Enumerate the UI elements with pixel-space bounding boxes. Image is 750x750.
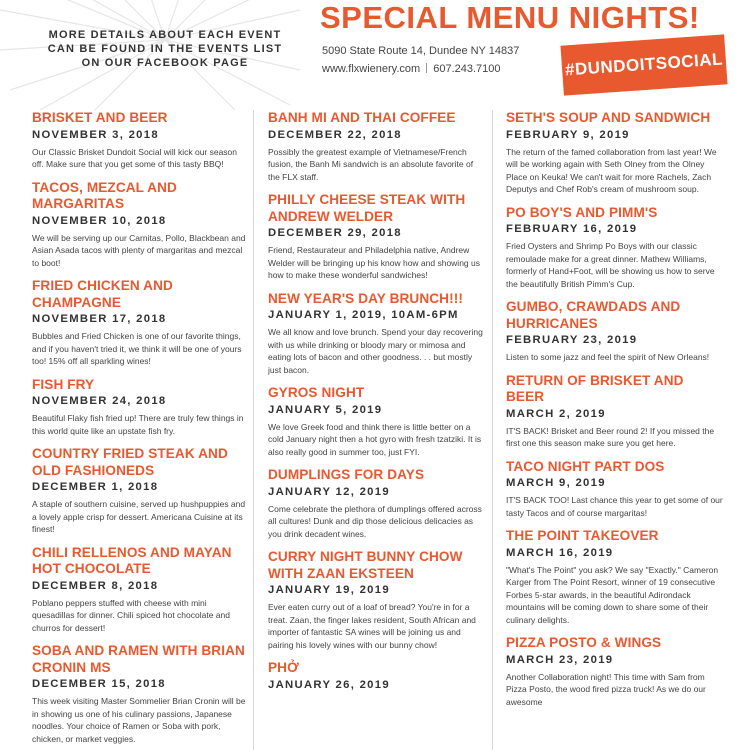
event-date: NOVEMBER 10, 2018 [32,214,167,227]
event-date: MARCH 23, 2019 [506,653,614,666]
event-date: NOVEMBER 17, 2018 [32,313,167,325]
events-column-3 [506,104,724,708]
event-title: SETH'S SOUP AND SANDWICH [506,110,711,125]
event-title: CHILI RELLENOS AND MAYAN HOT CHOCOLATE [32,544,232,576]
event-title: FISH FRY [32,376,95,392]
event-title: COUNTRY FRIED STEAK AND OLD FASHIONEDS [32,446,228,478]
facebook-note: MORE DETAILS ABOUT EACH EVENT CAN BE FOUND IN THE EVENTS LIST ON OUR FACEBOOK PAGE [47,29,283,69]
event-date: MARCH 2, 2019 [506,407,606,420]
event-title: CURRY NIGHT BUNNY CHOW WITH ZAAN EKSTEEN [268,549,463,581]
event-date: JANUARY 5, 2019 [268,403,383,416]
event-item [32,180,250,270]
website-link[interactable]: www.flxwienery.com [322,63,421,75]
header [0,0,750,100]
hashtag-badge: #DUNDOITSOCIAL [560,34,727,95]
divider [426,63,427,73]
events-column-2 [268,104,486,693]
event-description: Fried Oysters and Shrimp Po Boys with our classic remoulade make for a great dinner. Mathew Williams, formerly of Hand+Foot, will be showing us how to serve the beautifully British Pimm's Cup. [506,241,715,289]
event-description: Bubbles and Fried Chicken is one of our favorite things, and if you haven't tried it, we think it will be one of yours too! 15% off all sparkling wines! [32,331,242,366]
event-description: The return of the famed collaboration from last year! We will be working again with Seth Olney from the Olney Place on Keuka! We can't wait for more Rachels, Zach Deputys and Chef Rob's cream of mushroom soup. [506,146,717,194]
event-date: MARCH 16, 2019 [506,546,614,559]
event-title: BANH MI AND THAI COFFEE [268,110,456,125]
event-item [506,635,724,708]
event-description: IT'S BACK TOO! Last chance this year to get some of our tasty Tacos and of course margaritas! [506,495,723,518]
event-title: PHỞ [268,660,299,675]
event-date: NOVEMBER 3, 2018 [32,128,159,141]
event-title: PO BOY'S AND PIMM'S [506,204,658,220]
event-item [32,446,250,536]
event-date: FEBRUARY 23, 2019 [506,334,638,346]
event-title: THE POINT TAKEOVER [506,528,659,543]
event-item [506,110,724,196]
event-title: TACOS, MEZCAL AND MARGARITAS [32,179,177,211]
event-date: JANUARY 19, 2019 [268,584,390,596]
event-date: FEBRUARY 9, 2019 [506,128,630,141]
event-date: JANUARY 26, 2019 [268,678,390,691]
event-item [506,528,724,626]
event-item [506,299,724,364]
event-item [268,660,486,693]
column-divider [492,110,493,750]
event-description: Friend, Restaurateur and Philadelphia native, Andrew Welder will be bringing up his know how and showing us how to make these wonderful sandwiches! [268,245,480,280]
event-item [32,643,250,745]
event-title: DUMPLINGS FOR DAYS [268,467,425,482]
event-title: SOBA AND RAMEN WITH BRIAN CRONIN MS [32,643,245,675]
event-title: PHILLY CHEESE STEAK WITH ANDREW WELDER [268,192,466,224]
event-title: BRISKET AND BEER [32,110,168,125]
event-description: Another Collaboration night! This time with Sam from Pizza Posto, the wood fired pizza truck! As we do our awesome [506,671,706,707]
event-item [32,545,250,635]
event-item [32,110,250,171]
events-column-1 [32,104,250,745]
event-description: IT'S BACK! Brisket and Beer round 2! If you missed the first one this season make sure you get here. [506,425,715,448]
event-title: RETURN OF BRISKET AND BEER [506,372,684,404]
page-title: SPECIAL MENU NIGHTS! [320,0,700,35]
event-date: DECEMBER 8, 2018 [32,579,159,592]
event-item [506,459,724,520]
event-item [268,549,486,651]
event-item [268,467,486,540]
event-description: Come celebrate the plethora of dumplings offered across all cultures! Dunk and dip those delicious delicacies as you drink decadent wines. [268,503,482,539]
event-description: Listen to some jazz and feel the spirit of New Orleans! [506,352,710,362]
event-title: NEW YEAR'S DAY BRUNCH!!! [268,290,463,306]
event-date: DECEMBER 22, 2018 [268,128,402,141]
event-description: We love Greek food and think there is little better on a cold January night then a hot gyro with fresh tzatziki. It is also really good in summer too, just FYI. [268,421,482,457]
event-item [268,385,486,458]
event-item [506,205,724,291]
event-item [32,278,250,368]
event-date: MARCH 9, 2019 [506,477,606,489]
event-item [32,377,250,438]
event-item [268,192,486,282]
phone-number: 607.243.7100 [433,63,501,75]
event-description: Our Classic Brisket Dundoit Social will kick our season off. Make sure that you get some of this tasty BBQ! [32,146,238,169]
event-description: Beautiful Flaky fish fried up! There are truly few things in this world quite like an upstate fish fry. [32,413,244,436]
event-description: Ever eaten curry out of a loaf of bread? You're in for a treat. Zaan, the finger lakes resident, South African and importer of fantastic SA wines will be joining us and pairing his lovely wines with our bunny chow! [268,602,476,650]
event-title: TACO NIGHT PART DOS [506,458,665,474]
address: 5090 State Route 14, Dundee NY 14837 [322,45,520,57]
event-description: We all know and love brunch. Spend your day recovering with us while drinking or bloody mary or mimosa and eating lots of bacon and other goodness. . . but mostly just bacon. [268,327,483,375]
event-item [268,110,486,183]
event-description: Poblano peppers stuffed with cheese with mini quesadillas for dinner. Chili spiced hot chocolate and churros for dessert! [32,597,230,633]
event-title: PIZZA POSTO & WINGS [506,635,662,650]
event-item [506,373,724,450]
event-title: FRIED CHICKEN AND CHAMPAGNE [32,278,173,310]
event-date: DECEMBER 29, 2018 [268,227,402,239]
column-divider [253,110,254,750]
event-description: We will be serving up our Carnitas, Pollo, Blackbean and Asian Asada tacos with plenty of margaritas and mezcal to boot! [32,232,246,268]
event-date: NOVEMBER 24, 2018 [32,395,167,407]
contact-line [322,63,501,75]
event-description: A staple of southern cuisine, served up hushpuppies and a lovely apple crisp for dessert. Americana Cuisine at its finest! [32,499,246,534]
event-item [268,291,486,377]
event-description: "What's The Point" you ask? We say "Exactly." Cameron Karger from The Point Resort, winner of 19 consecutive Forbes 5-star awards, in the beautiful Adirondack mountains will be coming down to share some of their culinary delights. [506,564,719,625]
event-description: This week visiting Master Sommelier Brian Cronin will be in showing us one of his culinary passions, Japanese noodles. Your choice of Ramen or Soba with pork, chicken, or market veggies. [32,696,246,744]
event-title: GYROS NIGHT [268,385,365,400]
event-description: Possibly the greatest example of Vietnamese/French fusion, the Banh Mi sandwich is an absolute favorite of the FLX staff. [268,146,474,182]
event-title: GUMBO, CRAWDADS AND HURRICANES [506,299,681,331]
event-date: DECEMBER 15, 2018 [32,678,166,690]
event-date: FEBRUARY 16, 2019 [506,223,638,235]
event-date: DECEMBER 1, 2018 [32,481,159,493]
event-date: JANUARY 1, 2019, 10AM-6PM [268,309,459,321]
event-date: JANUARY 12, 2019 [268,485,390,498]
